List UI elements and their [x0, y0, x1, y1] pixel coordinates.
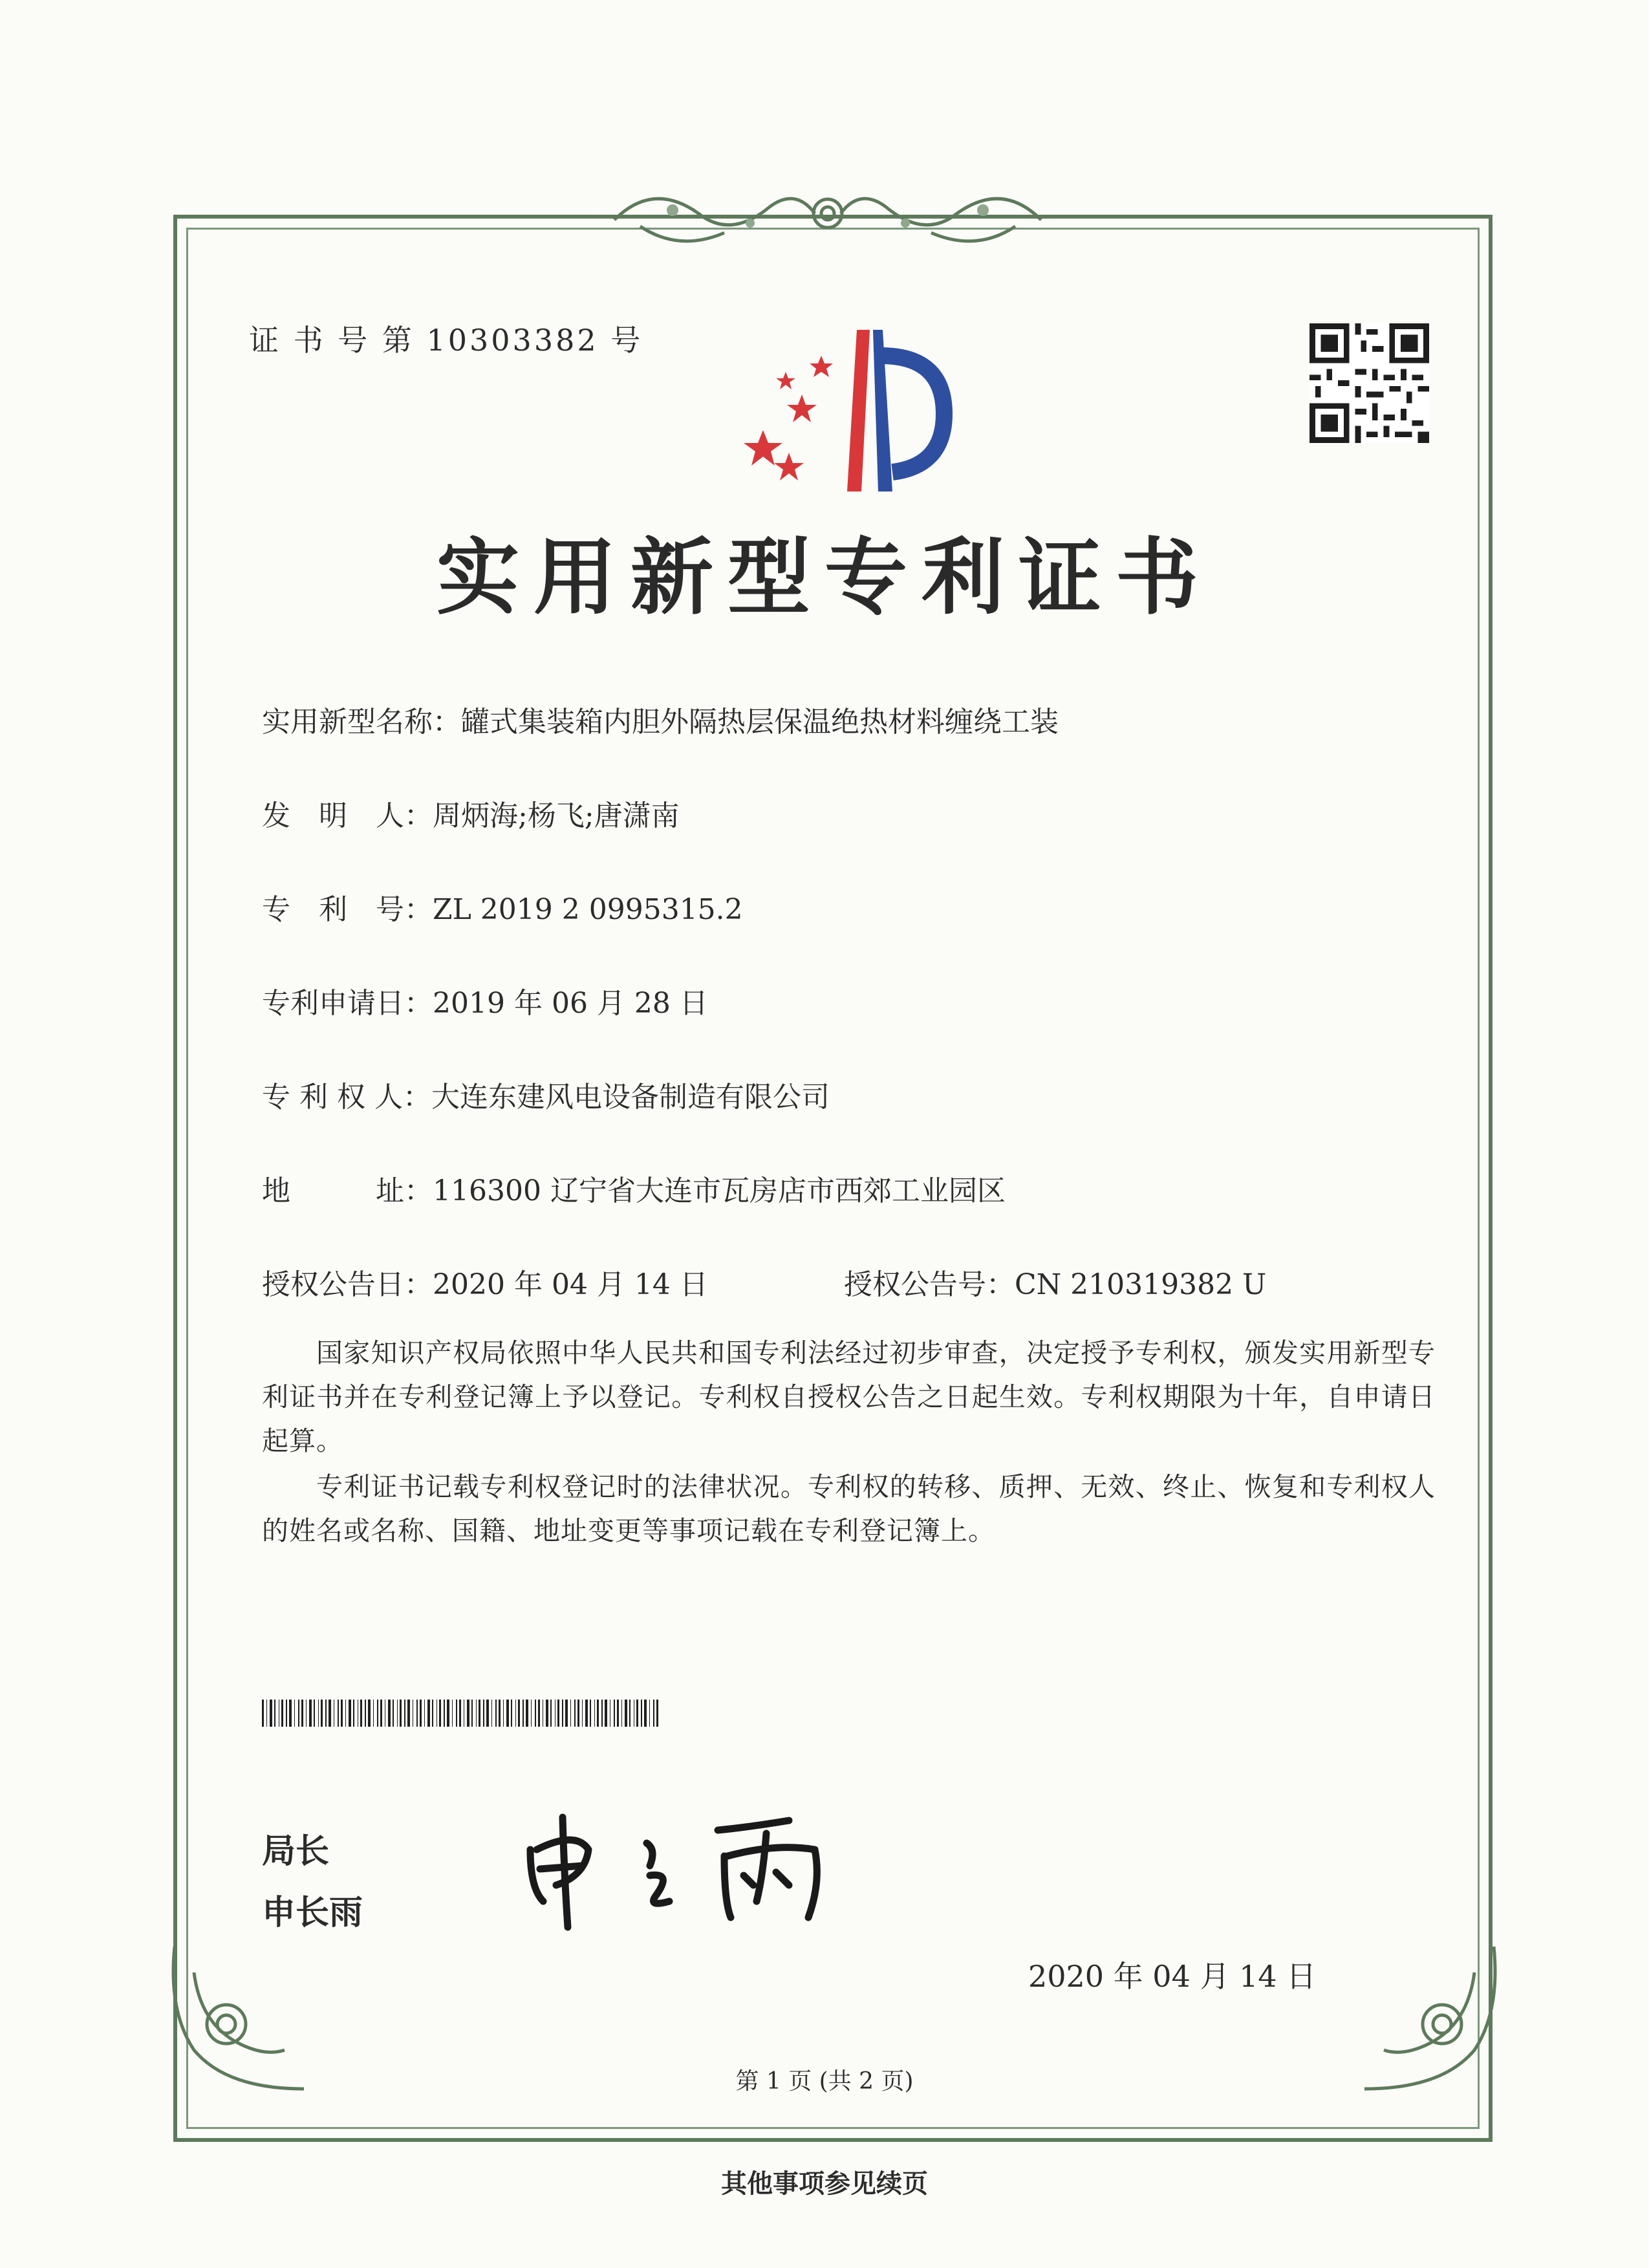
qr-code-icon [1310, 323, 1429, 443]
sign-date: 2020 年 04 月 14 日 [1028, 1959, 1317, 1994]
field-patentee [262, 1074, 830, 1115]
field-value: 2019 年 06 月 28 日 [433, 987, 708, 1020]
top-ornament-icon [601, 175, 1054, 259]
field-value: 罐式集装箱内胆外隔热层保温绝热材料缠绕工装 [461, 706, 1059, 739]
field-address [262, 1167, 1006, 1209]
field-label: 发 明 人： [262, 799, 433, 832]
field-label: 专利申请日： [262, 987, 433, 1020]
field-label: 授权公告号： [844, 1268, 1015, 1301]
patent-office-logo-icon [711, 317, 957, 498]
legal-paragraph-1: 国家知识产权局依照中华人民共和国专利法经过初步审查，决定授予专利权，颁发实用新型专利证书并在专利登记簿上予以登记。专利权自授权公告之日起生效。专利权期限为十年，自申请日起算。 [262, 1337, 1436, 1456]
field-value: 2020 年 04 月 14 日 [433, 1268, 708, 1301]
legal-paragraph-2: 专利证书记载专利权登记时的法律状况。专利权的转移、质押、无效、终止、恢复和专利权人的姓名或名称、国籍、地址变更等事项记载在专利登记簿上。 [262, 1471, 1436, 1546]
field-value: 周炳海;杨飞;唐潇南 [433, 799, 680, 832]
director-title: 局长 [262, 1832, 330, 1871]
director-name: 申长雨 [262, 1894, 363, 1932]
field-label: 专 利 权 人： [262, 1081, 431, 1114]
field-patent-number [262, 886, 743, 927]
field-value: CN 210319382 U [1015, 1268, 1267, 1301]
field-label: 地 址： [262, 1174, 433, 1207]
barcode-icon [262, 1700, 663, 1727]
field-label: 授权公告日： [262, 1268, 433, 1301]
certificate-number: 证 书 号 第 10303382 号 [249, 323, 643, 358]
field-value: 116300 辽宁省大连市瓦房店市西郊工业园区 [433, 1174, 1006, 1207]
continued-note: 其他事项参见续页 [721, 2168, 928, 2199]
field-utility-model-name [262, 698, 1059, 740]
field-grant-announcement-number [844, 1261, 1266, 1302]
field-inventors [262, 792, 680, 834]
field-grant-announcement-date [262, 1261, 708, 1302]
page-title: 实用新型专利证书 [436, 530, 1212, 626]
field-value: ZL 2019 2 0995315.2 [433, 893, 743, 926]
field-value: 大连东建风电设备制造有限公司 [431, 1081, 830, 1114]
page-indicator: 第 1 页 (共 2 页) [735, 2068, 914, 2095]
field-application-date [262, 980, 708, 1021]
field-label: 专 利 号： [262, 893, 433, 926]
field-label: 实用新型名称： [262, 706, 461, 739]
director-signature [517, 1804, 854, 1934]
